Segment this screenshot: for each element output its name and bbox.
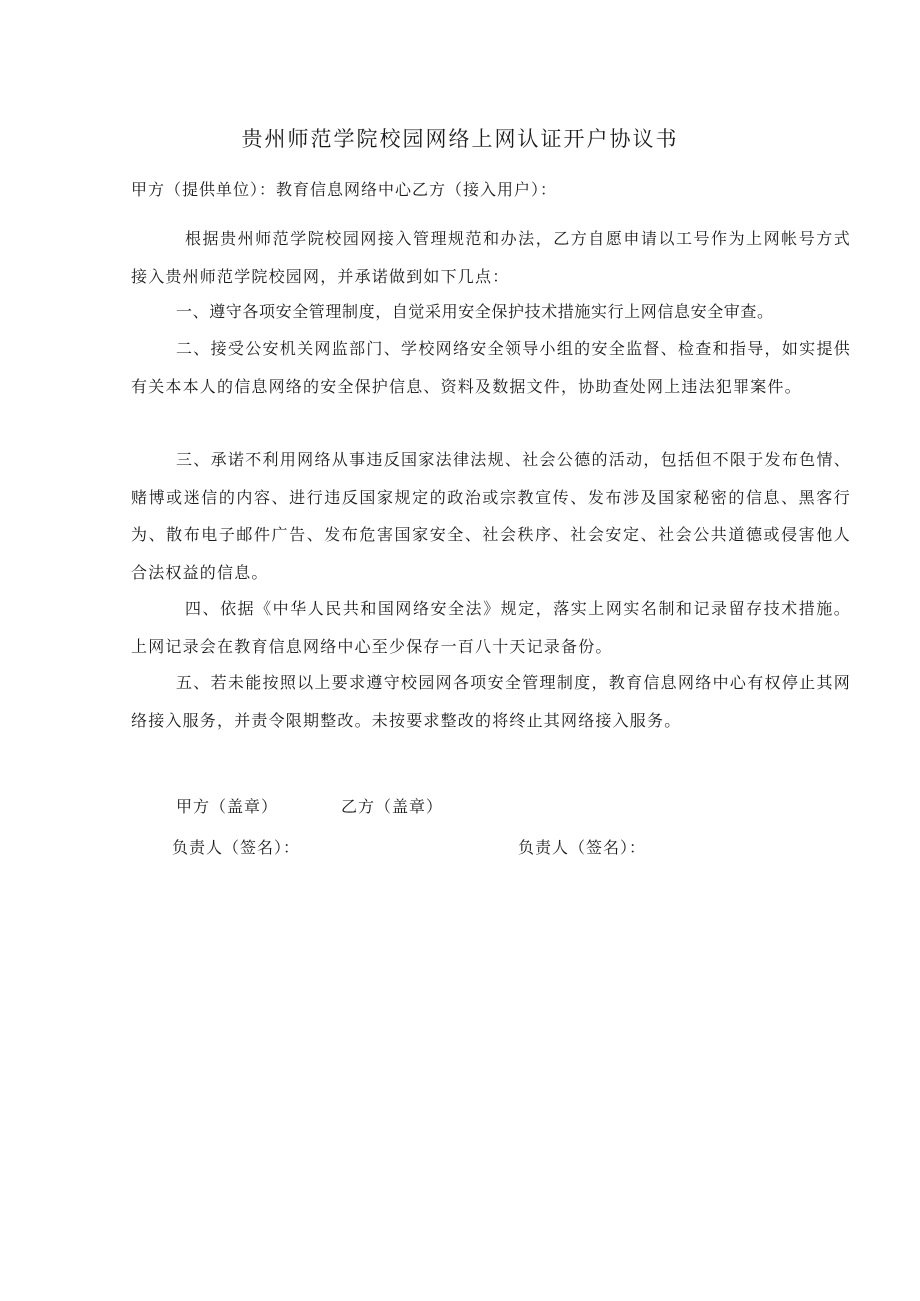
paragraph-clause-3: 三、承诺不利用网络从事违反国家法律法规、社会公德的活动，包括但不限于发布色情、赌博或迷信的内容、进行违反国家规定的政治或宗教宣传、发布涉及国家秘密的信息、黑客行为、散布电子邮件广告、发布危害国家安全、社会秩序、社会安定、社会公共道德或侵害他人合法权益的信息。 (131, 450, 851, 582)
paragraph-intro: 根据贵州师范学院校园网接入管理规范和办法，乙方自愿申请以工号作为上网帐号方式接入贵州师范学院校园网，并承诺做到如下几点： (131, 229, 851, 286)
party-a-signature-label: 负责人（签名）： (172, 838, 301, 857)
paragraph-clause-1: 一、遵守各项安全管理制度，自觉采用安全保护技术措施实行上网信息安全审查。 (176, 302, 774, 321)
paragraph-clause-4: 四、依据《中华人民共和国网络安全法》规定，落实上网实名制和记录留存技术措施。上网记录会在教育信息网络中心至少保存一百八十天记录备份。 (131, 599, 851, 656)
document-title: 贵州师范学院校园网络上网认证开户协议书 (241, 127, 679, 151)
paragraph-clause-5: 五、若未能按照以上要求遵守校园网各项安全管理制度，教育信息网络中心有权停止其网络接入服务，并责令限期整改。未按要求整改的将终止其网络接入服务。 (131, 673, 851, 730)
party-b-seal-label: 乙方（盖章） (341, 797, 444, 816)
party-b-signature-label: 负责人（签名）： (518, 838, 647, 857)
parties-line: 甲方（提供单位）：教育信息网络中心乙方（接入用户）： (131, 180, 558, 199)
paragraph-clause-2: 二、接受公安机关网监部门、学校网络安全领导小组的安全监督、检查和指导，如实提供有关本本人的信息网络的安全保护信息、资料及数据文件，协助查处网上违法犯罪案件。 (131, 339, 851, 396)
party-a-seal-label: 甲方（盖章） (176, 797, 279, 816)
